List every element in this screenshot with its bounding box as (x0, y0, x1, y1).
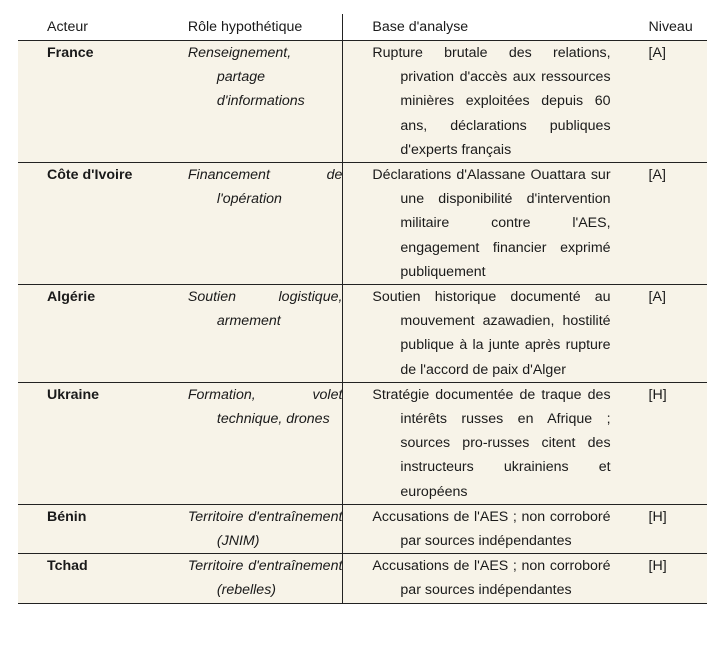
cell-level: [A] (621, 285, 707, 383)
table-row (18, 382, 707, 504)
cell-basis: Soutien historique documenté au mouvement azawadien, hostilité publique à la junte après rupture de l'accord de paix d'Alger (372, 289, 611, 378)
cell-actor: Ukraine (18, 382, 164, 504)
cell-role: Territoire d'entraînement (JNIM) (187, 508, 343, 550)
table-row (18, 285, 707, 383)
cell-basis: Déclarations d'Alassane Ouattara sur une disponibilité d'intervention militaire contre l'AES, engagement financier exprimé publiquement (372, 167, 611, 280)
header-actor: Acteur (18, 14, 164, 41)
cell-level: [A] (621, 163, 707, 285)
cell-level: [A] (621, 41, 707, 163)
cell-actor: Algérie (18, 285, 164, 383)
cell-level: [H] (621, 382, 707, 504)
cell-basis: Accusations de l'AES ; non corroboré par sources indépendantes (372, 558, 611, 599)
header-basis: Base d'analyse (343, 14, 621, 41)
cell-role: Territoire d'entraînement (rebelles) (187, 558, 343, 599)
cell-actor: France (18, 41, 164, 163)
cell-level: [H] (621, 554, 707, 603)
table-header-row (18, 14, 707, 41)
cell-basis: Stratégie documentée de traque des intérêts russes en Afrique ; sources pro-russes citent des instructeurs ukrainiens et européens (372, 386, 611, 500)
actors-table (18, 14, 707, 604)
cell-actor: Côte d'Ivoire (18, 163, 164, 285)
cell-role: Financement de l'opération (187, 167, 343, 208)
header-role: Rôle hypothétique (164, 14, 343, 41)
table-row (18, 163, 707, 285)
cell-role: Renseignement, partage d'informations (187, 45, 305, 110)
cell-level: [H] (621, 504, 707, 553)
cell-role: Soutien logistique, armement (187, 289, 343, 330)
cell-basis: Rupture brutale des relations, privation d'accès aux ressources minières exploitées depuis 60 ans, déclarations publiques d'experts français (372, 45, 611, 158)
header-level: Niveau (621, 14, 707, 41)
cell-actor: Bénin (18, 504, 164, 553)
table-row (18, 554, 707, 603)
cell-role: Formation, volet technique, drones (187, 386, 343, 428)
table-row (18, 41, 707, 163)
table-row (18, 504, 707, 553)
cell-actor: Tchad (18, 554, 164, 603)
cell-basis: Accusations de l'AES ; non corroboré par sources indépendantes (372, 508, 611, 550)
